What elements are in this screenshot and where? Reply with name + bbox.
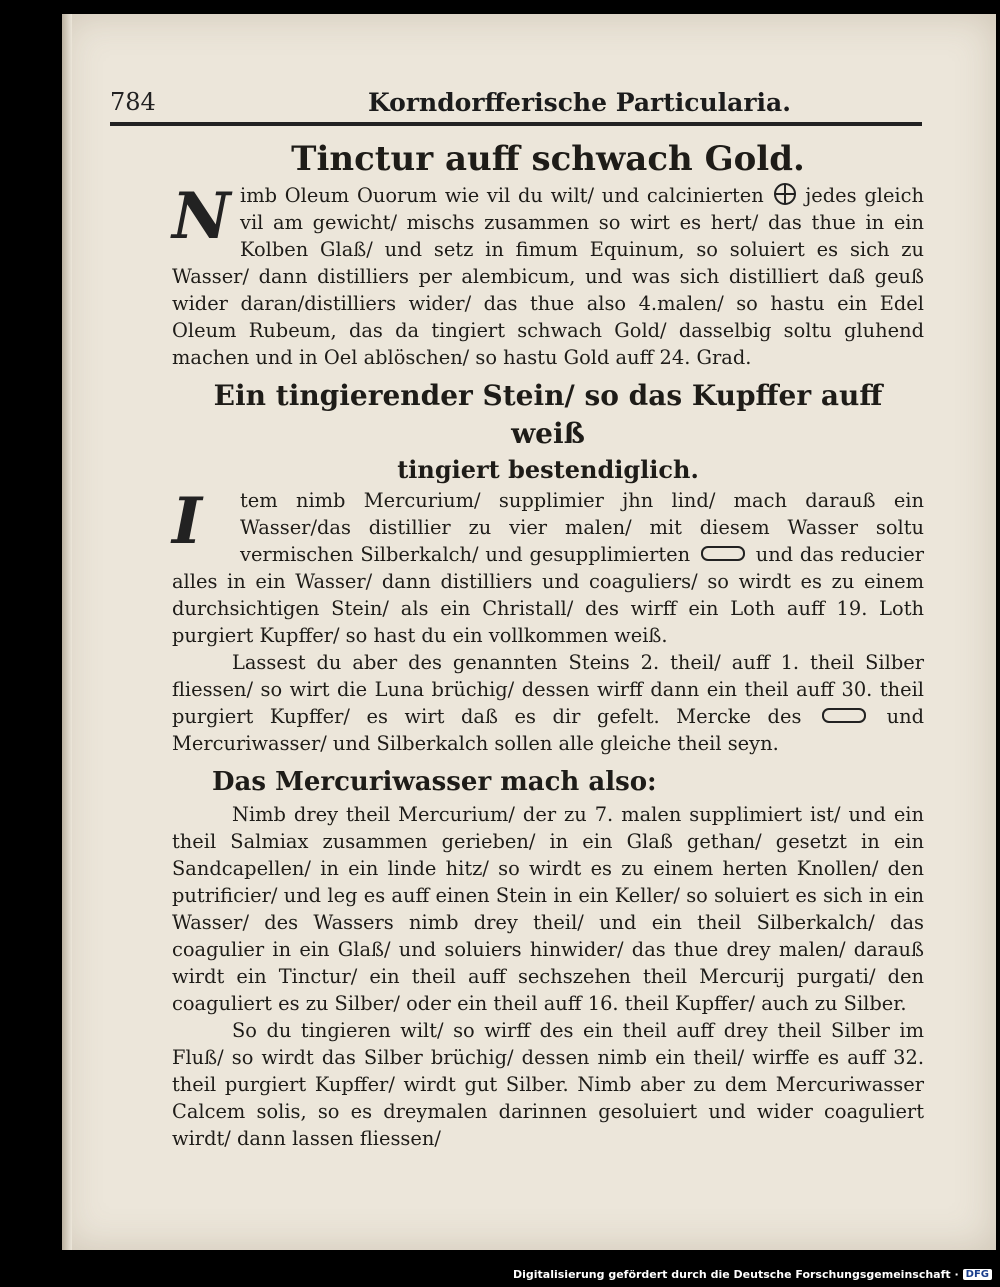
page-number: 784 [110, 88, 156, 116]
header-rule [110, 122, 922, 126]
section-title-tinctur: Tinctur auff schwach Gold. [291, 139, 805, 179]
paragraph-tinctur [172, 179, 924, 371]
alchemical-bar-icon [822, 708, 866, 723]
paragraph-stein [172, 484, 925, 649]
page-header [110, 88, 922, 128]
alchemical-circle-cross-icon [774, 183, 796, 205]
section-title-stein: Ein tingierender Stein/ so das Kupffer auff weiß [213, 379, 883, 450]
page-gutter-shadow [62, 14, 72, 1250]
paragraph-stein-2 [172, 649, 924, 757]
credit-text: Digitalisierung gefördert durch die Deutsche Forschungsgemeinschaft · [512, 1268, 959, 1281]
paragraph-text: tem nimb Mercurium/ supplimier jhn lind/ mach darauß ein Wasser/das distillier zu vier malen/ mit diesem Wasser soltu vermischen Silberkalch/ und gesupplimierten [240, 489, 924, 566]
section-subtitle-stein: tingiert bestendiglich. [397, 455, 699, 484]
drop-cap-initial: I [172, 484, 202, 559]
paragraph-mercuriwasser-1: Nimb drey theil Mercurium/ der zu 7. malen supplimiert ist/ und ein theil Salmiax zusammen gerieben/ in ein Glaß gethan/ gesetzt in ein Sandcapellen/ in ein linde hitz/ so wirdt es zu einem herten Knollen/ den putrificier/ und leg es auff einen Stein in ein Keller/ so soluiert es sich in ein Wasser/ des Wassers nimb drey theil/ und ein theil Silberkalch/ das coagulier in ein Glaß/ und soluiers hinwider/ das thue drey malen/ darauß wirdt ein Tinctur/ ein theil auff sechszehen theil Mercurij purgati/ den coaguliert es zu Silber/ oder ein theil auff 16. theil Kupffer/ auch zu Silber. [172, 803, 924, 1015]
digitization-credit [513, 1268, 992, 1281]
paragraph-text: imb Oleum Ouorum wie vil du wilt/ und calcinierten [240, 184, 764, 207]
page-body [172, 136, 924, 1152]
alchemical-bar-icon [701, 546, 745, 561]
paragraph-text: und das reducier alles in ein Wasser/ dann distilliers und coaguliers/ so wirdt es zu einem durchsichtigen Stein/ als ein Christall/ des wirff ein Loth auff 19. Loth purgiert Kupffer/ so hast du ein vollkommen weiß. [172, 543, 925, 647]
running-title: Korndorfferische Particularia. [368, 88, 791, 117]
paragraph-text: jedes gleich vil am gewicht/ mischs zusammen so wirt es hert/ das thue in ein Kolben Glaß/ und setz in fimum Equinum, so soluiert es sich zu Wasser/ dann distilliers per alembicum, und was sich distilliert daß geuß wider daran/distilliers wider/ das thue also 4.malen/ so hastu ein Edel Oleum Rubeum, das da tingiert schwach Gold/ dasselbig soltu gluhend machen und in Oel ablöschen/ so hastu Gold auff 24. Grad. [172, 184, 924, 369]
paragraph-text: und Mercuriwasser/ und Silberkalch sollen alle gleiche theil seyn. [172, 705, 924, 755]
paragraph-mercuriwasser-2: So du tingieren wilt/ so wirff des ein theil auff drey theil Silber im Fluß/ so wirdt das Silber brüchig/ dessen nimb ein theil/ wirffe es auff 32. theil purgiert Kupffer/ wirdt gut Silber. Nimb aber zu dem Mercuriwasser Calcem solis, so es dreymalen darinnen gesoluiert und wider coaguliert wirdt/ dann lassen fliessen/ [172, 1019, 924, 1150]
dfg-logo: DFG [963, 1269, 992, 1280]
drop-cap-initial: N [172, 179, 231, 254]
section-title-mercuriwasser: Das Mercuriwasser mach also: [212, 767, 657, 797]
paragraph-text: Lassest du aber des genannten Steins 2. theil/ auff 1. theil Silber fliessen/ so wirt die Luna brüchig/ dessen wirff dann ein theil auff 30. theil purgiert Kupffer/ es wirt daß es dir gefelt. Mercke des [172, 651, 924, 728]
